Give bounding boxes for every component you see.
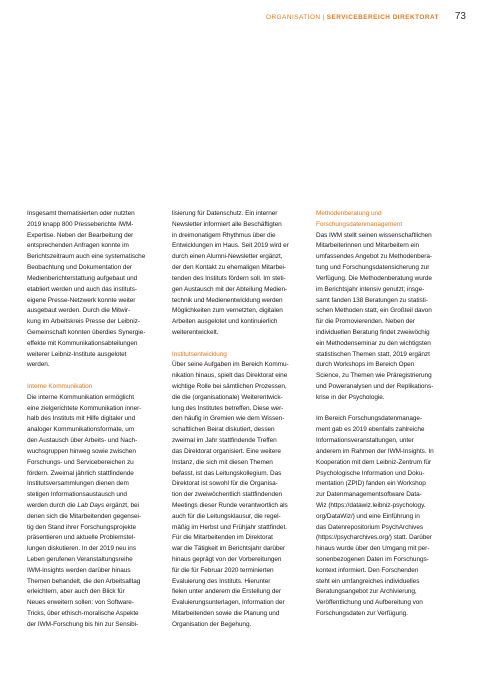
paragraph-newsletter: lisierung für Datenschutz. Ein interner Newsletter informiert alle Beschäftigten in dreimonatigem Rhythmus über die Entwicklungen im Haus. Seit 2019 wird er durch einen Alumni-Newsletter ergänzt, der den Kontakt zu ehemaligen Mitarbei- tenden des Instituts fördern soll. Im steti- gen Austausch mit der Abteilung Medien- technik und Medienentwicklung werden Möglichkeiten zum vernetzten, digitalen Arbeiten ausgelotet und kontinuierlich weiterentwickelt. (172, 210, 289, 336)
heading-internal-communication: Interne Kommunikation (27, 383, 93, 390)
paragraph-press-coverage: Insgesamt thematisierten oder nutzten 2019 knapp 800 Presseberichte IWM- Expertise. Neben der Bearbeitung der entsprechenden Anfragen konnte im Berichtszeitraum auch eine systematische Beobachtung und Dokumentation der Medienberichterstattung aufgebaut und etabliert werden und auch das instituts- eigene Presse-Netzwerk konnte weiter ausgebaut werden. Durch die Mitwir- kung im Arbeitskreis Presse der Leibniz- Gemeinschaft konnten überdies Synergie- effekte mit Kommunikationsabteilungen weiterer Leibniz-Institute ausgelotet werden. (27, 210, 146, 369)
lab-days-emphasis: Lab Days (77, 501, 105, 509)
running-header (0, 11, 480, 27)
paragraph-internal-communication (27, 393, 165, 631)
heading-methods-consulting: Methodenberatung und Forschungsdatenmanagement (316, 210, 403, 228)
paragraph-text-part: Die interne Kommunikation ermöglicht eine zielgerichtete Kommunikation inner- halb des Instituts mit Hilfe digitaler und analoger Kommunikationsformate, um den Austausch über Arbeits- und Nach- wuchsgruppen hinweg sowie zwischen Forschungs- und Servicebereichen zu fördern. Zweimal jährlich stattfindende Institutsversammlungen dienen dem stetigen Informationsaustausch und werden durch die (27, 393, 142, 509)
paragraph-text-part: ergänzt, bei denen sich die Mitarbeitenden gegensei- tig den Stand ihrer Forschungsprojekte präsentieren und aktuelle Problemstel- lungen diskutieren. In der 2019 neu ins Leben gerufenen Veranstaltungsreihe IWM-Insights werden darüber hinaus Themen behandelt, die den Arbeitsalltag erleichtern, aber auch den Blick für Neues erweitern sollen: von Software- Tricks, über ethisch-moralische Aspekte der IWM-Forschung bis hin zur Sensibi- (27, 501, 142, 628)
text-column-2 (172, 209, 310, 631)
heading-institutional-development: Institutsentwicklung (172, 350, 227, 358)
paragraph-research-data: Im Bereich Forschungsdatenmanage- ment gab es 2019 ebenfalls zahlreiche Informationsveranstaltungen, unter anderem im Rahmen der IWM-Insights. In Kooperation mit dem Leibniz-Zentrum für Psychologische Information und Doku- mentation (ZPID) fanden ein Workshop zur Datenmanagementsoftware Data- Wiz (https://datawiz.leibniz-psychology. org/DataWiz/) und eine Einführung in das Datenrepositorium PsychArchives (https://psycharchives.org/) statt. Darüber hinaus wurde über den Umgang mit per- sonenbezogenen Daten im Forschungs- kontext informiert. Den Forschenden steht ein umfangreiches individuelles Beratungsangebot zur Archivierung, Veröffentlichung und Aufbereitung von Forschungsdaten zur Verfügung. (316, 415, 434, 618)
header-separator: | (322, 14, 325, 21)
paragraph-methods-consulting: Das IWM stellt seinen wissenschaftlichen Mitarbeiterinnen und Mitarbeitern ein umfassendes Angebot zu Methodenbera- tung und Forschungsdatensicherung zur Verfügung. Die Methodenberatung wurde im Berichtsjahr intensiv genutzt; insge- samt fanden 138 Beratungen zu statisti- schen Methoden statt, ein Großteil davon für die Promovierenden. Neben der individuellen Beratung findet zweiwöchig ein Methodenseminar zu den wichtigsten statistischen Themen statt, 2019 ergänzt durch Workshops im Bereich Open Science, zu Themen wie Präregistrierung und Poweranalysen und der Replikations- krise in der Psychologie. (316, 231, 434, 401)
paragraph-institutional-development: Über seine Aufgaben im Bereich Kommu- nikation hinaus, spielt das Direktorat eine wichtige Rolle bei sämtlichen Prozessen, die die (organisationale) Weiterentwick- lung des Institutes betreffen. Diese wer- den häufig in Gremien wie dem Wissen- schaftlichen Beirat diskutiert, dessen zweimal im Jahr stattfindende Treffen das Direktorat organisiert. Eine weitere Instanz, die sich mit diesen Themen befasst, ist das Leitungskollegium. Das Direktorat ist sowohl für die Organisa- tion der zweiwöchentlich stattfindenden Meetings dieser Runde verantwortlich als auch für die Leitungsklausur, die regel- mäßig im Herbst und Frühjahr stattfindet. Für die Mitarbeitenden im Direktorat war die Tätigkeit im Berichtsjahr darüber hinaus geprägt von der Vorbereitungen für die für Februar 2020 terminierten Evaluierung des Instituts. Hierunter fielen unter anderem die Erstellung der Evaluierungsunterlagen, Information der Mitarbeitenden sowie die Planung und Organisation der Begehung. (172, 361, 289, 628)
section-name: ORGANISATION (266, 14, 321, 21)
section-title (266, 14, 439, 21)
text-column-1 (27, 209, 165, 631)
text-column-3 (316, 209, 454, 620)
page-number: 73 (454, 11, 466, 22)
subsection-name: SERVICEBEREICH DIREKTORAT (326, 14, 439, 21)
